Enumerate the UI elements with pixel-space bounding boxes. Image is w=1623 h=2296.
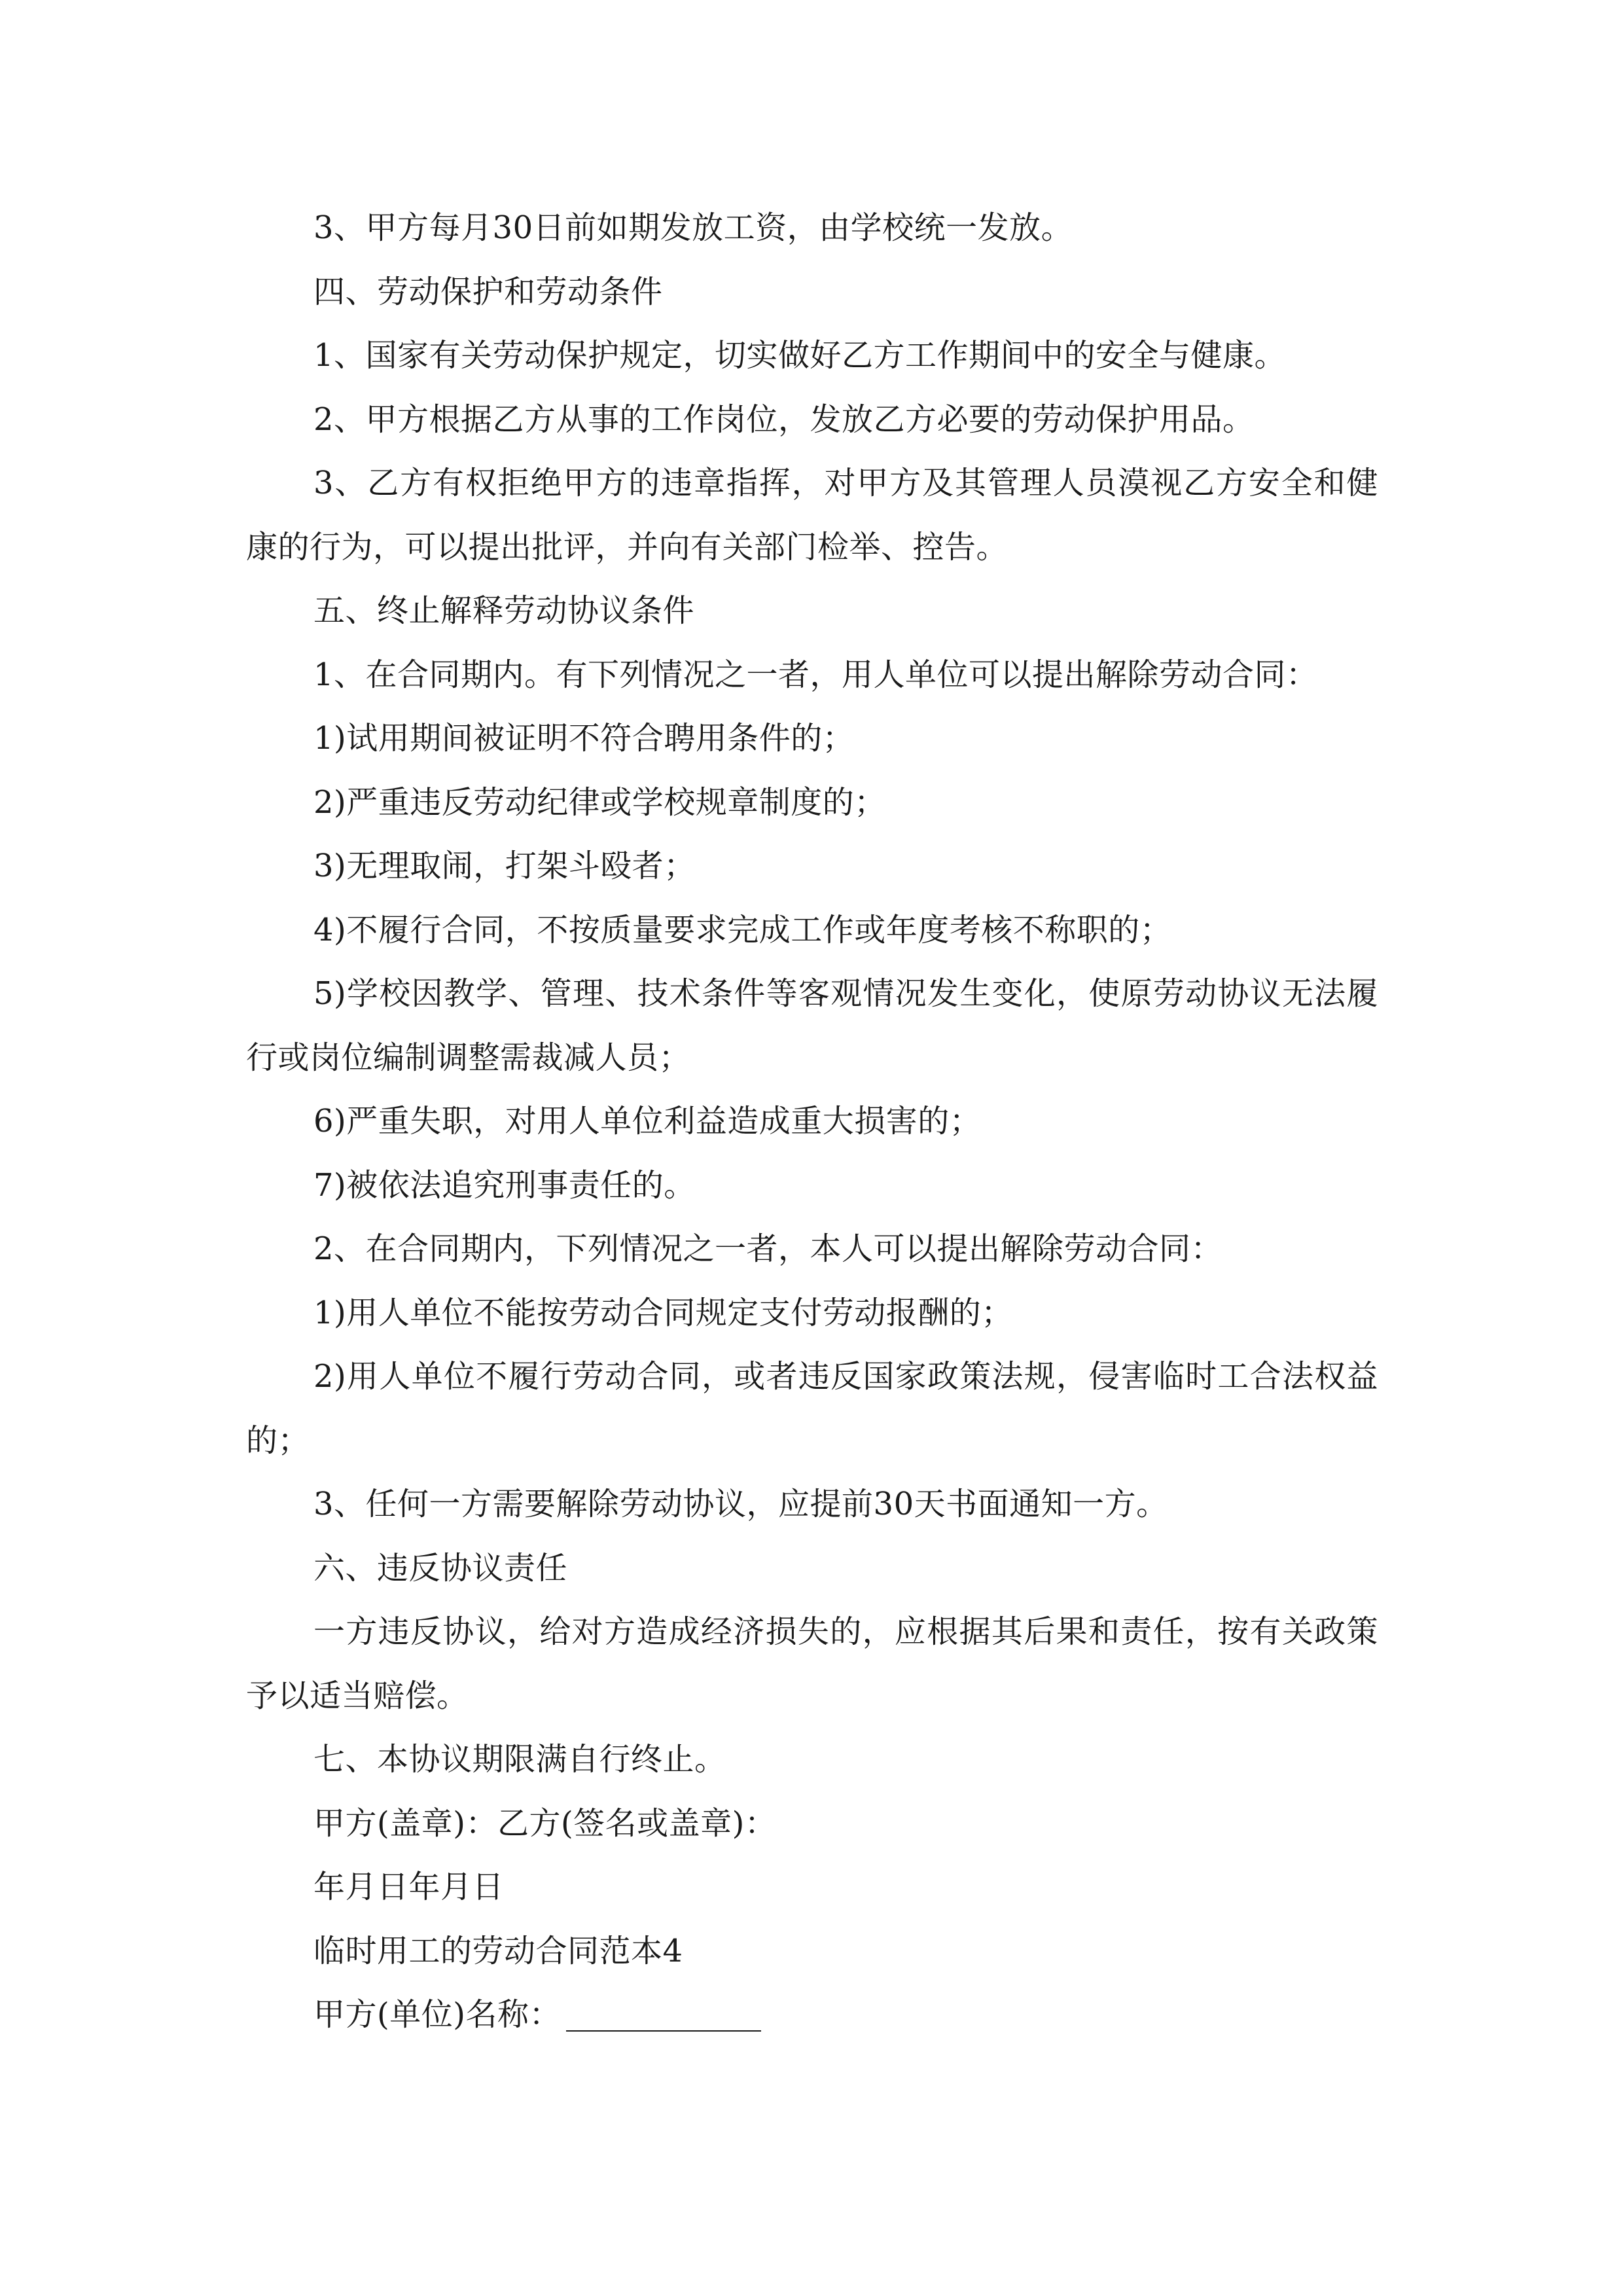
list-item: 6)严重失职，对用人单位利益造成重大损害的；: [313, 1103, 982, 1139]
fill-in-blank: [566, 1999, 761, 2032]
party-name-label: 甲方(单位)名称：: [313, 1996, 561, 2033]
list-item: 1)用人单位不能按劳动合同规定支付劳动报酬的；: [313, 1294, 1013, 1331]
list-item: 3)无理取闹，打架斗殴者；: [313, 848, 696, 884]
paragraph: 1、国家有关劳动保护规定，切实做好乙方工作期间中的安全与健康。: [313, 337, 1287, 374]
section-heading: 七、本协议期限满自行终止。: [313, 1741, 726, 1778]
paragraph: 3、乙方有权拒绝甲方的违章指挥，对甲方及其管理人员漠视乙方安全和健康的行为，可以提出批评，并向有关部门检举、控告。: [246, 465, 1378, 565]
paragraph: 3、甲方每月30日前如期发放工资，由学校统一发放。: [313, 209, 1073, 246]
list-item: 4)不履行合同，不按质量要求完成工作或年度考核不称职的；: [313, 911, 1172, 948]
paragraph: 2、在合同期内，下列情况之一者，本人可以提出解除劳动合同：: [313, 1230, 1223, 1267]
paragraph: 1、在合同期内。有下列情况之一者，用人单位可以提出解除劳动合同：: [313, 656, 1318, 693]
date-line: 年月日年月日: [313, 1869, 505, 1905]
list-item: 2)用人单位不履行劳动合同，或者违反国家政策法规，侵害临时工合法权益的；: [246, 1358, 1378, 1459]
paragraph: 3、任何一方需要解除劳动协议，应提前30天书面通知一方。: [313, 1486, 1168, 1522]
section-heading: 四、劳动保护和劳动条件: [313, 273, 663, 310]
list-item: 5)学校因教学、管理、技术条件等客观情况发生变化，使原劳动协议无法履行或岗位编制调整需裁减人员；: [246, 975, 1378, 1076]
paragraph: 一方违反协议，给对方造成经济损失的，应根据其后果和责任，按有关政策予以适当赔偿。: [246, 1613, 1378, 1714]
document-title: 临时用工的劳动合同范本4: [313, 1932, 683, 1969]
paragraph: 2、甲方根据乙方从事的工作岗位，发放乙方必要的劳动保护用品。: [313, 401, 1255, 438]
signature-line: 甲方(盖章)：乙方(签名或盖章)：: [313, 1804, 777, 1842]
list-item: 1)试用期间被证明不符合聘用条件的；: [313, 720, 855, 757]
list-item: 2)严重违反劳动纪律或学校规章制度的；: [313, 783, 886, 821]
section-heading: 五、终止解释劳动协议条件: [313, 592, 695, 629]
section-heading: 六、违反协议责任: [313, 1549, 568, 1587]
party-name-line: [246, 1983, 1378, 2047]
document-body: [246, 196, 1378, 2047]
list-item: 7)被依法追究刑事责任的。: [313, 1166, 696, 1204]
